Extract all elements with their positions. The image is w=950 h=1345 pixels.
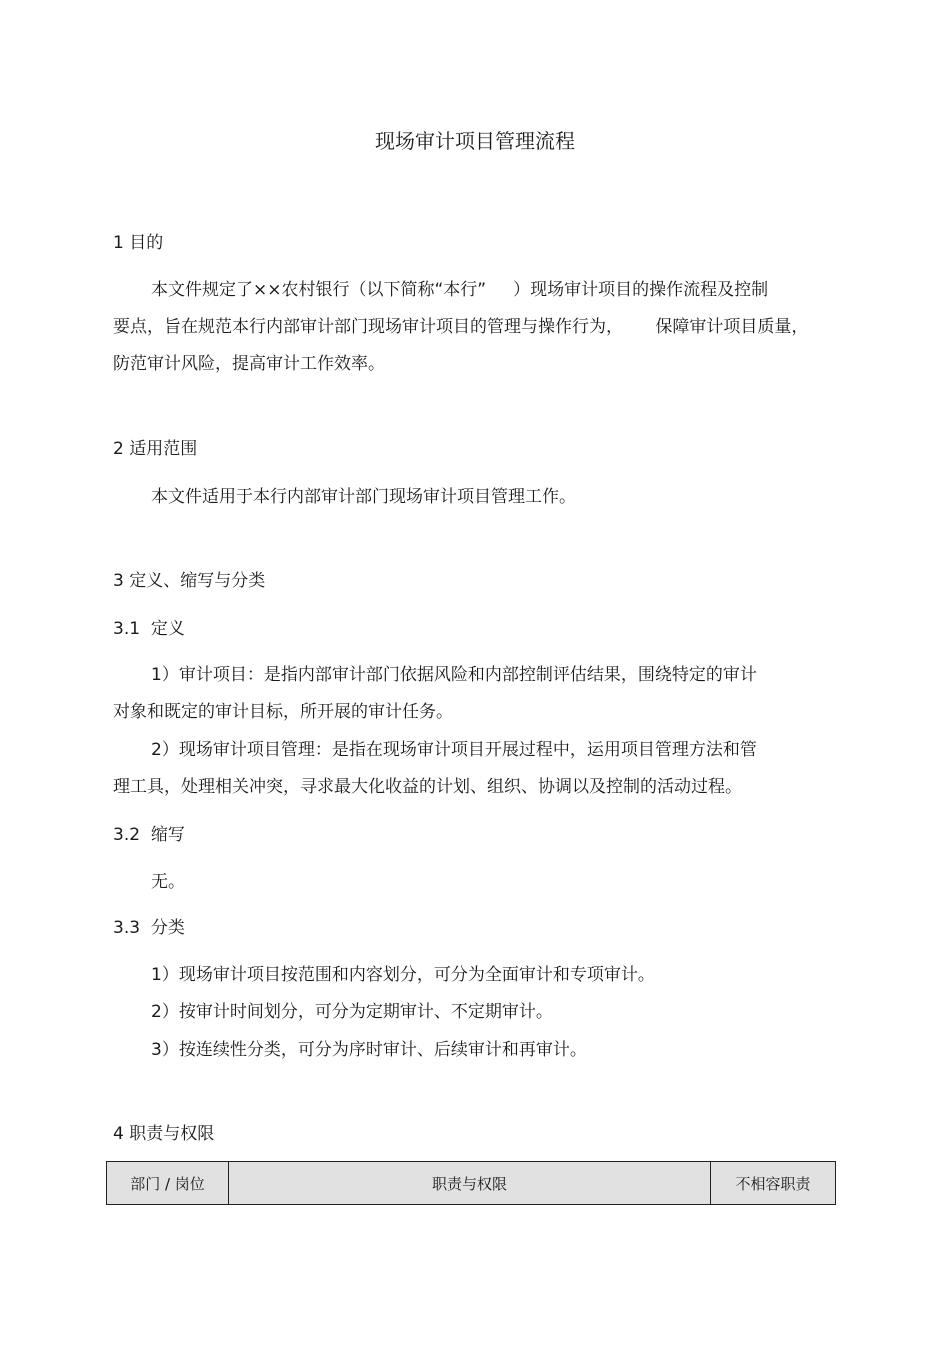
table-header-incompatible-duties: 不相容职责 — [710, 1162, 835, 1204]
section-2-text: 本文件适用于本行内部审计部门现场审计项目管理工作。 — [151, 487, 576, 507]
section-1-line-2: 要点，旨在规范本行内部审计部门现场审计项目的管理与操作行为， 保障审计项目质量， — [113, 317, 809, 337]
table-header-responsibilities: 职责与权限 — [228, 1162, 710, 1204]
table-header-department: 部门 / 岗位 — [130, 1174, 205, 1193]
definition-1-line-2: 对象和既定的审计目标，所开展的审计任务。 — [113, 702, 453, 722]
definition-1-line-1: 1）审计项目：是指内部审计部门依据风险和内部控制评估结果，围绕特定的审计 — [151, 665, 757, 685]
definition-2-line-1: 2）现场审计项目管理：是指在现场审计项目开展过程中，运用项目管理方法和管 — [151, 740, 757, 760]
abbreviation-text: 无。 — [151, 872, 185, 892]
section-4-heading: 4 职责与权限 — [113, 1124, 215, 1144]
section-1-line-1: 本文件规定了××农村银行（以下简称“本行” ）现场审计项目的操作流程及控制 — [151, 280, 769, 300]
section-3-heading: 3 定义、缩写与分类 — [113, 571, 266, 591]
section-1-heading: 1 目的 — [113, 233, 164, 253]
section-3-3-heading: 3.3 分类 — [113, 918, 185, 938]
section-2-heading: 2 适用范围 — [113, 439, 198, 459]
responsibility-table-header — [106, 1161, 836, 1205]
section-3-2-heading: 3.2 缩写 — [113, 825, 185, 845]
section-1-line-3: 防范审计风险，提高审计工作效率。 — [113, 354, 385, 374]
document-title: 现场审计项目管理流程 — [375, 129, 575, 153]
classification-item-3: 3）按连续性分类，可分为序时审计、后续审计和再审计。 — [151, 1040, 587, 1060]
classification-item-2: 2）按审计时间划分，可分为定期审计、不定期审计。 — [151, 1002, 553, 1022]
classification-item-1: 1）现场审计项目按范围和内容划分，可分为全面审计和专项审计。 — [151, 965, 655, 985]
section-3-1-heading: 3.1 定义 — [113, 619, 185, 639]
definition-2-line-2: 理工具，处理相关冲突，寻求最大化收益的计划、组织、协调以及控制的活动过程。 — [113, 777, 742, 797]
